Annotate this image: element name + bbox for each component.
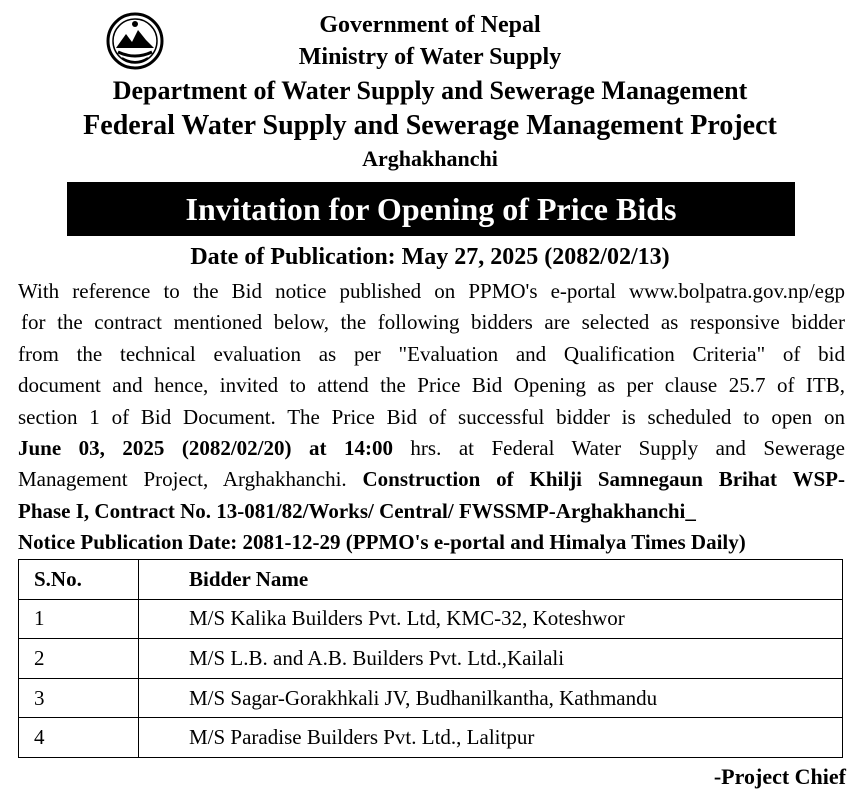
table-row	[19, 678, 843, 718]
cell-bidder-name: M/S Kalika Builders Pvt. Ltd, KMC-32, Koteshwor	[139, 599, 843, 639]
bidders-table	[18, 559, 843, 758]
header-ministry: Ministry of Water Supply	[298, 44, 562, 70]
publication-date: Date of Publication: May 27, 2025 (2082/02/13)	[190, 244, 670, 270]
header-project: Federal Water Supply and Sewerage Management Project	[83, 110, 777, 141]
signature: -Project Chief	[713, 764, 846, 789]
header-department: Department of Water Supply and Sewerage Management	[112, 76, 748, 105]
header-location: Arghakhanchi	[362, 146, 498, 171]
body-line	[18, 464, 845, 495]
body-line	[18, 527, 845, 558]
table-row	[19, 718, 843, 758]
venue-text: Management Project, Arghakhanchi.	[18, 467, 363, 492]
body-line: from the technical evaluation as per "Evaluation and Qualification Criteria" of bid	[18, 341, 845, 366]
body-line: With reference to the Bid notice published on PPMO's e-portal www.bolpatra.gov.np/egp	[18, 279, 845, 303]
body-line	[18, 496, 845, 527]
column-header-bidder-name: Bidder Name	[139, 560, 843, 600]
body-line: section 1 of Bid Document. The Price Bid of successful bidder is scheduled to open on	[18, 404, 845, 429]
table-row	[19, 599, 843, 639]
cell-sno: 1	[19, 599, 139, 639]
contract-name: Construction of Khilji Samnegaun Brihat WSP-	[362, 467, 845, 492]
opening-venue-text: hrs. at Federal Water Supply and Sewerage	[392, 436, 845, 461]
cell-sno: 3	[19, 678, 139, 718]
cell-bidder-name: M/S Sagar-Gorakhkali JV, Budhanilkantha, Kathmandu	[139, 678, 843, 718]
contract-number: Phase I, Contract No. 13-081/82/Works/ Central/ FWSSMP-Arghakhanchi_	[18, 498, 696, 523]
table-row	[19, 639, 843, 679]
notice-title-banner: Invitation for Opening of Price Bids	[67, 182, 795, 236]
body-line: document and hence, invited to attend the Price Bid Opening as per clause 25.7 of ITB,	[18, 373, 845, 398]
header-government: Government of Nepal	[319, 12, 541, 38]
cell-bidder-name: M/S Paradise Builders Pvt. Ltd., Lalitpur	[139, 718, 843, 758]
cell-bidder-name: M/S L.B. and A.B. Builders Pvt. Ltd.,Kailali	[139, 639, 843, 679]
cell-sno: 4	[19, 718, 139, 758]
body-line: for the contract mentioned below, the following bidders are selected as responsive bidder	[21, 310, 845, 335]
column-header-sno: S.No.	[19, 560, 139, 600]
notice-publication-date: Notice Publication Date: 2081-12-29 (PPMO's e-portal and Himalya Times Daily)	[18, 530, 746, 555]
notice-body	[18, 276, 845, 559]
table-header-row	[19, 560, 843, 600]
body-line	[18, 433, 845, 464]
opening-datetime: June 03, 2025 (2082/02/20) at 14:00	[18, 436, 393, 461]
cell-sno: 2	[19, 639, 139, 679]
